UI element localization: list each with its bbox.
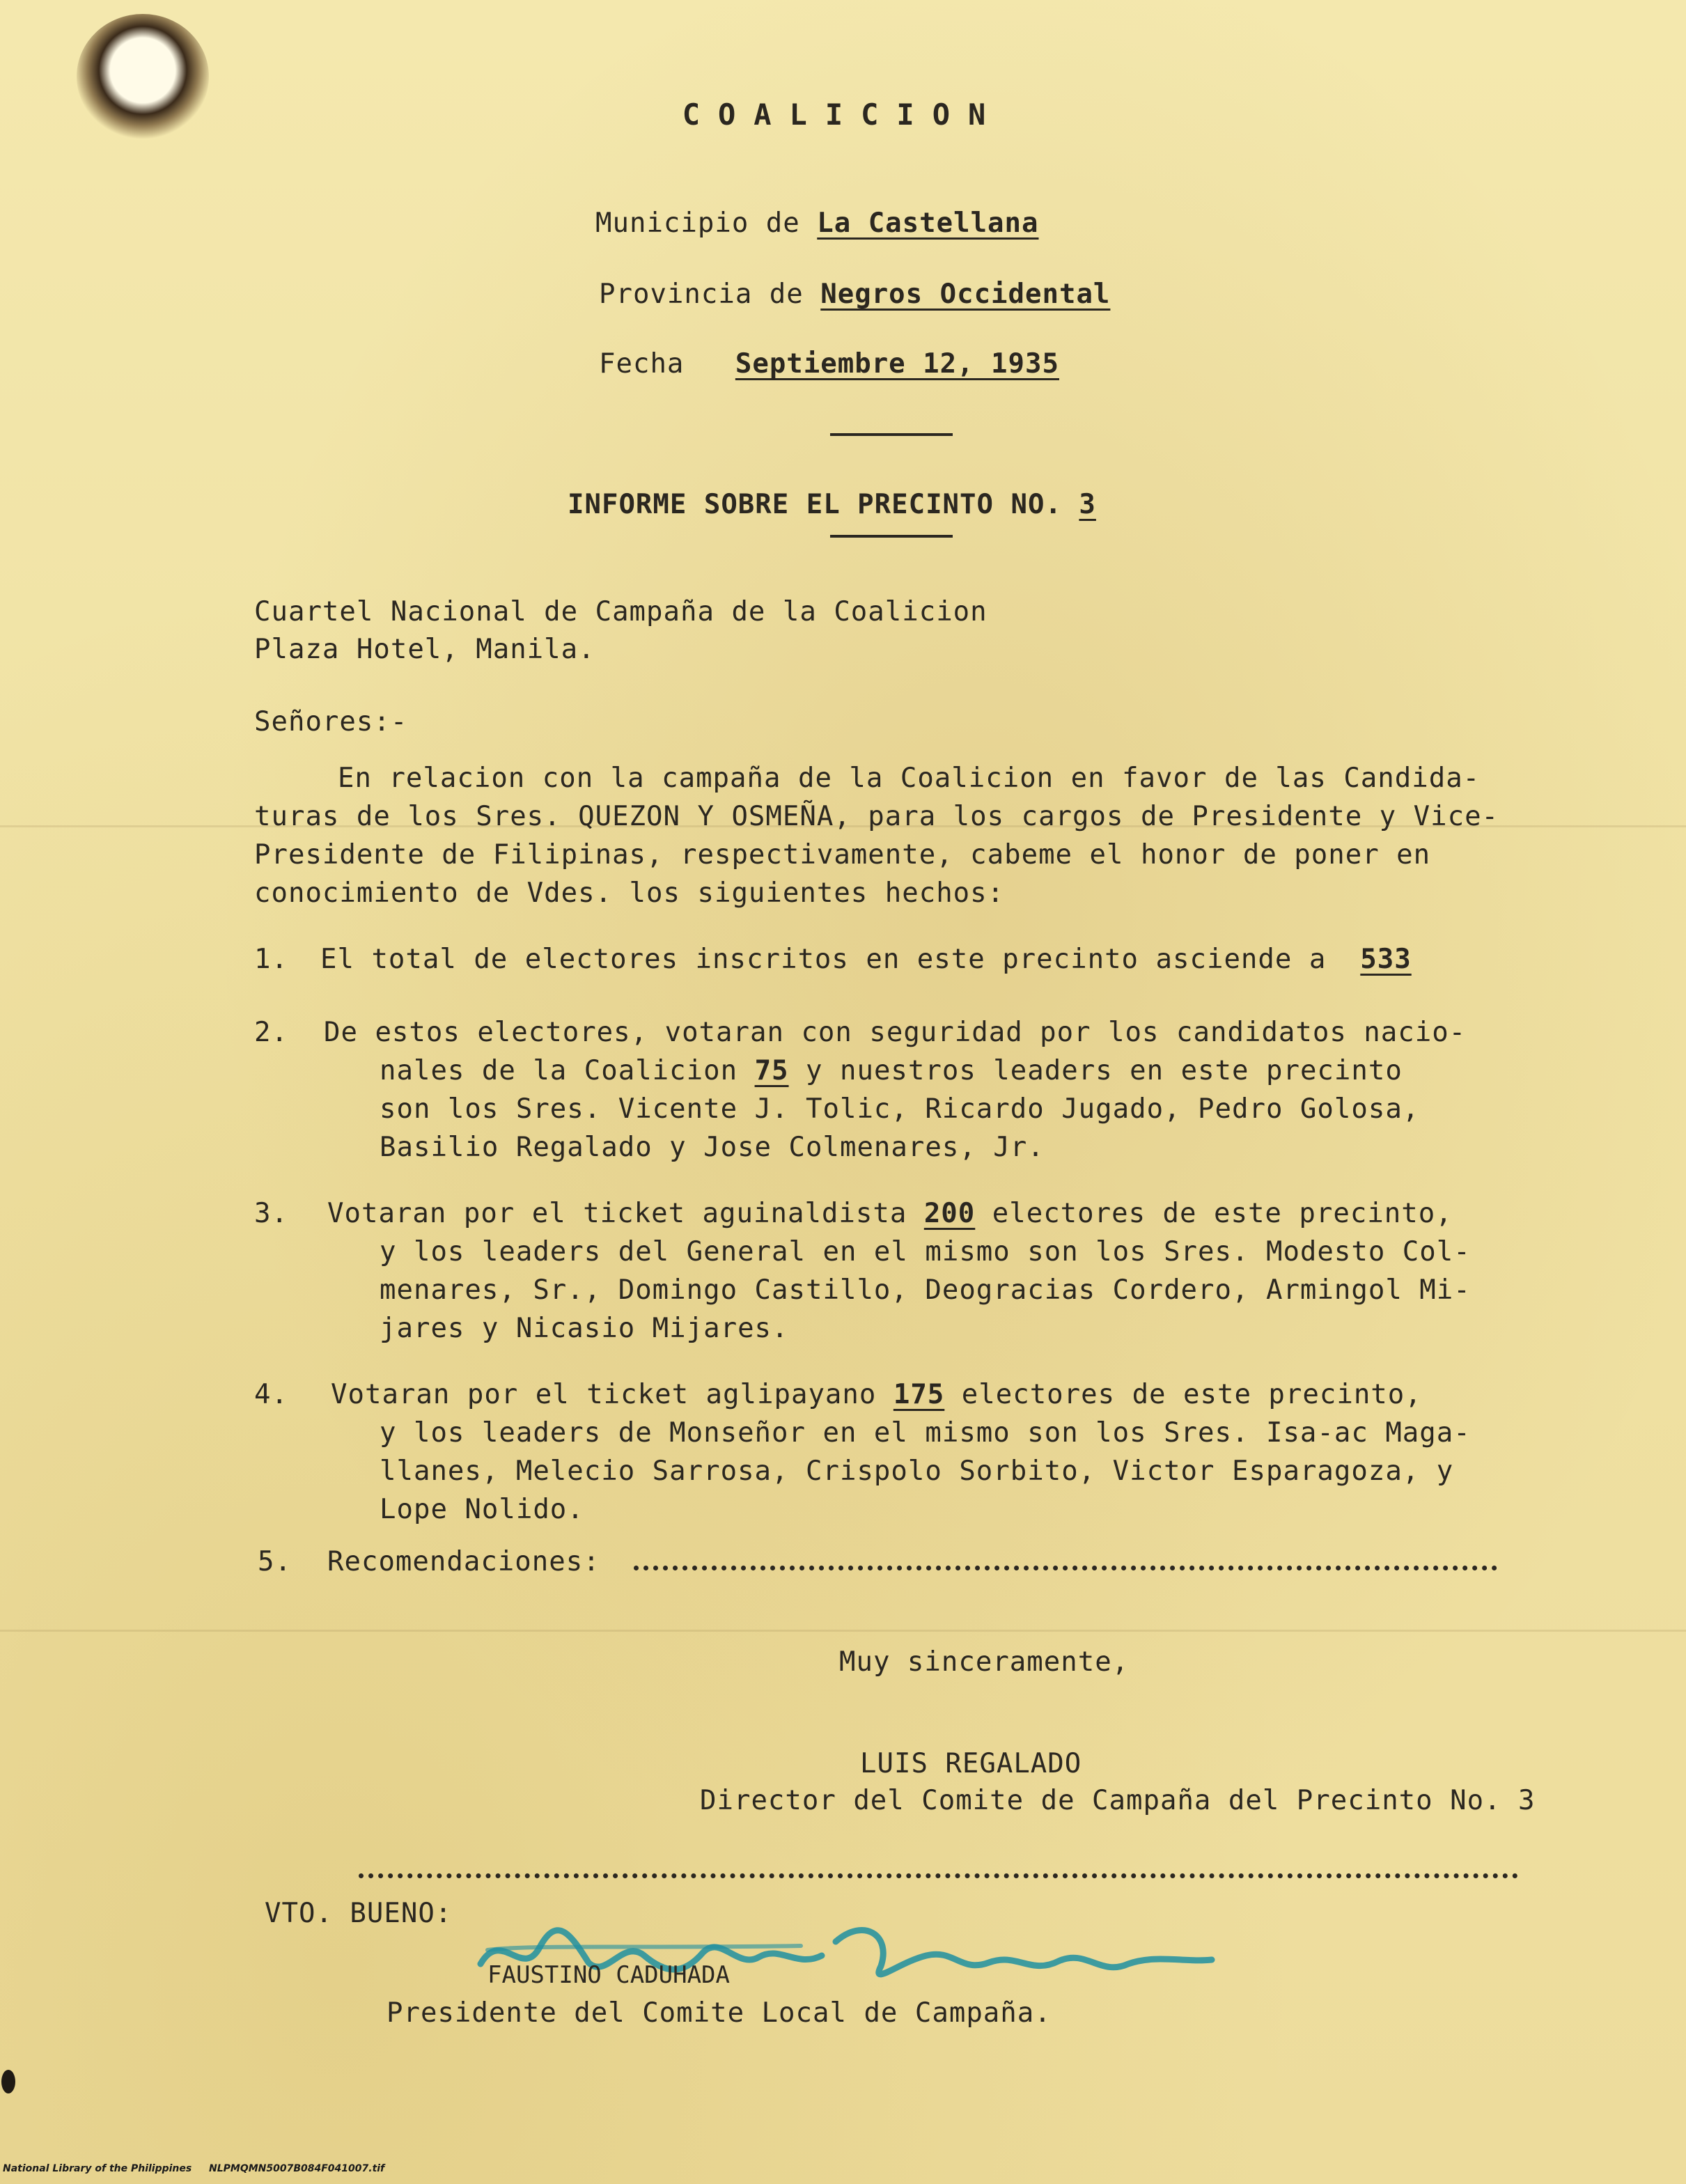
fecha-value: Septiembre 12, 1935 [735, 348, 1059, 380]
item-3-text-b: electores de este precinto, [992, 1198, 1453, 1229]
separator [830, 535, 953, 538]
addressee-line-2: Plaza Hotel, Manila. [254, 634, 595, 665]
item-2-line-1: De estos electores, votaran con seguridad por los candidatos nacio- [324, 1017, 1467, 1048]
addressee-line-1: Cuartel Nacional de Campaña de la Coalicion [254, 596, 988, 627]
recommendations-dotted-line [634, 1566, 1497, 1570]
item-4-text-a: Votaran por el ticket aglipayano [331, 1379, 877, 1410]
approver-name: FAUSTINO CADUHADA [487, 1961, 730, 1989]
footer-library: National Library of the Philippines [3, 2163, 192, 2174]
municipio-label: Municipio de [595, 208, 800, 239]
signer-name: LUIS REGALADO [860, 1748, 1082, 1779]
item-2-number: 2. [254, 1017, 288, 1048]
approval-label: VTO. BUENO: [265, 1898, 453, 1929]
item-3-text-a: Votaran por el ticket aguinaldista [327, 1198, 907, 1229]
item-4-line-1 [331, 1379, 1422, 1410]
item-1-number: 1. [254, 944, 288, 975]
item-3-number: 3. [254, 1198, 288, 1229]
salutation: Señores:- [254, 706, 408, 738]
aguinaldista-votes-value: 200 [923, 1198, 976, 1229]
intro-line-3: Presidente de Filipinas, respectivamente, cabeme el honor de poner en [254, 839, 1431, 871]
item-3-line-1 [327, 1198, 1453, 1229]
item-3-line-3: menares, Sr., Domingo Castillo, Deogracias Cordero, Armingol Mi- [380, 1274, 1471, 1306]
footer-file-id: NLPMQMN5007B084F041007.tif [209, 2163, 385, 2174]
signer-title: Director del Comite de Campaña del Precinto No. 3 [700, 1785, 1536, 1816]
provincia-label: Provincia de [599, 279, 804, 310]
item-2-text-a: nales de la Coalicion [380, 1055, 738, 1086]
approver-title: Presidente del Comite Local de Campaña. [387, 1997, 1052, 2029]
intro-line-4: conocimiento de Vdes. los siguientes hechos: [254, 878, 1005, 909]
registered-voters-value: 533 [1360, 944, 1412, 975]
report-title: INFORME SOBRE EL PRECINTO NO. [568, 489, 1062, 520]
fold-crease [0, 1630, 1686, 1632]
precinct-number: 3 [1079, 489, 1096, 520]
item-2-text-b: y nuestros leaders en este precinto [806, 1055, 1403, 1086]
separator [830, 433, 953, 436]
item-4-line-3: llanes, Melecio Sarrosa, Crispolo Sorbito, Victor Esparagoza, y [380, 1456, 1454, 1487]
item-2-line-4: Basilio Regalado y Jose Colmenares, Jr. [380, 1132, 1045, 1163]
valediction: Muy sinceramente, [839, 1646, 1130, 1678]
aglipayano-votes-value: 175 [893, 1379, 945, 1410]
item-4-text-b: electores de este precinto, [961, 1379, 1422, 1410]
item-4-line-2: y los leaders de Monseñor en el mismo son los Sres. Isa-ac Maga- [380, 1417, 1471, 1449]
item-1-text: El total de electores inscritos en este precinto asciende a [320, 944, 1327, 975]
municipio-value: La Castellana [817, 208, 1039, 239]
item-2-line-2 [380, 1055, 1403, 1086]
coalition-votes-value: 75 [754, 1055, 789, 1086]
intro-line-2: turas de los Sres. QUEZON Y OSMEÑA, para los cargos de Presidente y Vice- [254, 801, 1499, 832]
item-3-line-2: y los leaders del General en el mismo son los Sres. Modesto Col- [380, 1236, 1471, 1268]
item-4-line-4: Lope Nolido. [380, 1494, 584, 1525]
item-4-number: 4. [254, 1379, 288, 1410]
municipio-line [595, 208, 1039, 239]
item-5-number: 5. [258, 1546, 292, 1577]
item-3-line-4: jares y Nicasio Mijares. [380, 1313, 789, 1344]
intro-line-1: En relacion con la campaña de la Coalicion en favor de las Candida- [338, 763, 1481, 794]
fecha-line [599, 348, 1059, 380]
document-title: COALICION [682, 98, 1004, 132]
item-1 [320, 944, 1412, 975]
ink-blot [1, 2070, 15, 2093]
provincia-value: Negros Occidental [820, 279, 1111, 310]
item-2-line-3: son los Sres. Vicente J. Tolic, Ricardo Jugado, Pedro Golosa, [380, 1093, 1420, 1125]
report-heading [568, 489, 1096, 520]
provincia-line [599, 279, 1110, 310]
divider-dotted-line [359, 1873, 1518, 1878]
item-5-text: Recomendaciones: [327, 1546, 600, 1577]
fecha-label: Fecha [599, 348, 685, 380]
